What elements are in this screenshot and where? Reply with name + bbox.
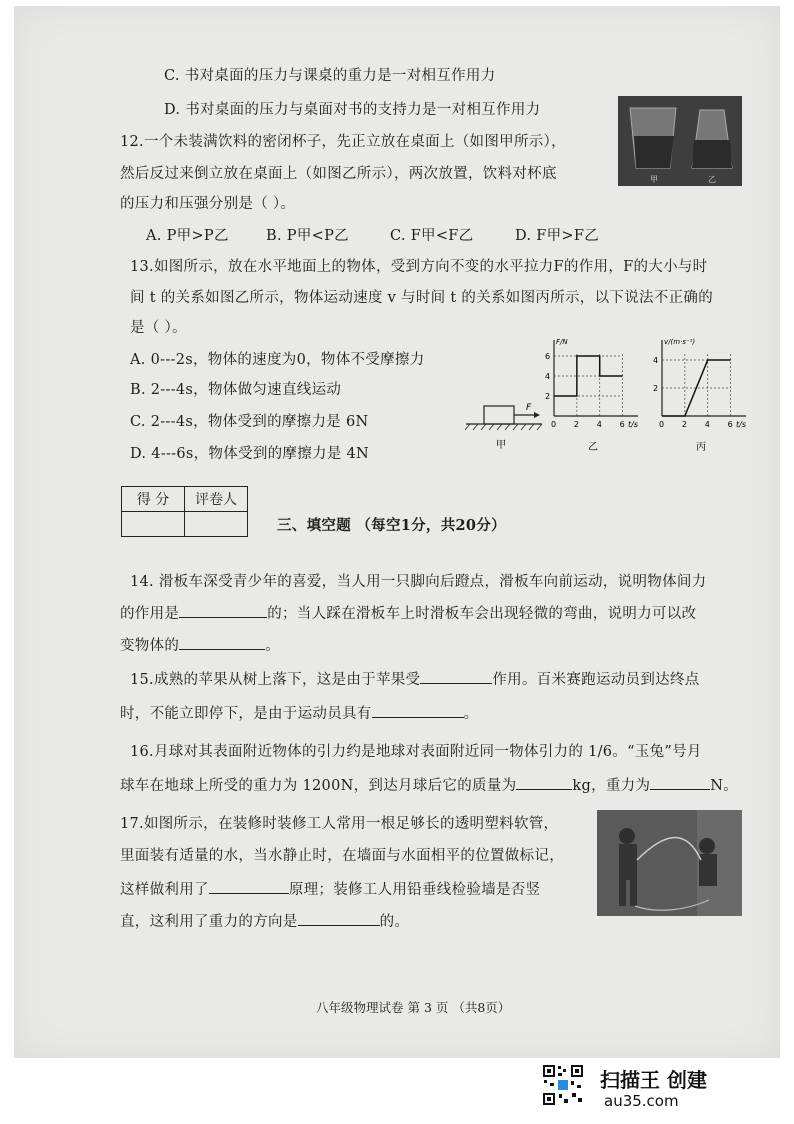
q12-option-b: B. P甲<P乙: [266, 228, 349, 244]
chart-bing-x-tick-label: 0: [659, 420, 665, 429]
q13-chart-bing: [648, 336, 752, 456]
chart-yi-y-tick-label: 6: [545, 352, 551, 361]
q13-force-label: F: [526, 403, 532, 413]
q13-option-d: D. 4---6s，物体受到的摩擦力是 4N: [130, 446, 370, 462]
grader-header: 评卷人: [185, 487, 248, 512]
scanner-brand-name: 扫描王 创建: [600, 1068, 707, 1092]
chart-yi-y-tick-label: 2: [545, 392, 551, 401]
section3-title: 三、填空题 （每空1分，共20分）: [277, 517, 506, 534]
q17-workers-photo: [597, 810, 742, 916]
q17-line3: 这样做利用了 原理；装修工人用铅垂线检验墙是否竖: [120, 878, 540, 899]
q15-line2: 时，不能立即停下，是由于运动员具有 。: [120, 702, 478, 723]
q14-blank-2[interactable]: [179, 635, 265, 650]
q12-option-c: C. F甲<F乙: [390, 228, 474, 244]
q12-fig-label-left: 甲: [650, 175, 658, 184]
chart-yi-x-tick-label: 2: [573, 420, 579, 429]
q13-stem-line1: 13.如图所示，放在水平地面上的物体，受到方向不变的水平拉力F的作用，F的大小与时: [130, 259, 708, 275]
chart-bing-y-tick-label: 4: [653, 356, 659, 365]
q11-option-d: D. 书对桌面的压力与桌面对书的支持力是一对相互作用力: [164, 102, 541, 118]
q14-line3: 变物体的 。: [120, 634, 280, 655]
score-cell[interactable]: [122, 512, 185, 537]
page-footer: 八年级物理试卷 第 3 页 （共8页）: [316, 1000, 511, 1015]
q17-blank-2[interactable]: [298, 911, 380, 926]
q15-line1: 15.成熟的苹果从树上落下，这是由于苹果受 作用。百米赛跑运动员到达终点: [130, 668, 700, 689]
q13-fig-jia-label: 甲: [496, 440, 506, 451]
q16-blank-mass[interactable]: [516, 775, 572, 790]
q13-figure-jia: [462, 380, 544, 454]
q15-blank-1[interactable]: [420, 669, 492, 684]
chart-yi-x-tick-label: 6: [619, 420, 625, 429]
q17-line4: 直，这利用了重力的方向是 的。: [120, 910, 409, 931]
q12-option-a: A. P甲>P乙: [146, 228, 229, 244]
q17-line1: 17.如图所示，在装修时装修工人常用一根足够长的透明塑料软管，: [120, 816, 559, 832]
chart-bing-caption: 丙: [696, 442, 706, 453]
q11-option-c: C. 书对桌面的压力与课桌的重力是一对相互作用力: [164, 68, 496, 84]
q12-option-d: D. F甲>F乙: [515, 228, 599, 244]
q16-line2: 球车在地球上所受的重力为 1200N，到达月球后它的质量为 kg，重力为 N。: [120, 774, 738, 795]
scanner-brand-url: au35.com: [604, 1092, 679, 1110]
q14-line2: 的作用是 的；当人踩在滑板车上时滑板车会出现轻微的弯曲，说明力可以改: [120, 602, 696, 623]
q13-option-c: C. 2---4s，物体受到的摩擦力是 6N: [130, 414, 369, 430]
q13-option-a: A. 0---2s，物体的速度为0，物体不受摩擦力: [130, 352, 425, 368]
chart-bing-series-line: [662, 360, 731, 416]
chart-bing-y-tick-label: 2: [653, 384, 659, 393]
chart-bing-x-axis-label: t/s: [736, 420, 746, 429]
q16-blank-weight[interactable]: [650, 775, 710, 790]
q12-fig-label-right: 乙: [708, 175, 716, 184]
q13-option-b: B. 2---4s，物体做匀速直线运动: [130, 382, 342, 398]
q12-stem-line2: 然后反过来倒立放在桌面上（如图乙所示），两次放置，饮料对杯底: [120, 166, 557, 182]
score-table: [121, 486, 248, 537]
qr-code-icon: [542, 1064, 584, 1106]
q12-stem-line1: 12.一个未装满饮料的密闭杯子，先正立放在桌面上（如图甲所示），: [120, 134, 566, 150]
chart-yi-y-axis-label: F/N: [556, 338, 568, 346]
chart-yi-series-line: [554, 356, 623, 396]
chart-yi-x-tick-label: 4: [596, 420, 602, 429]
chart-bing-x-tick-label: 4: [704, 420, 710, 429]
q17-blank-1[interactable]: [209, 879, 289, 894]
grader-cell[interactable]: [185, 512, 248, 537]
chart-yi-x-tick-label: 0: [551, 420, 557, 429]
chart-yi-y-tick-label: 4: [545, 372, 551, 381]
q13-chart-yi: [540, 336, 644, 456]
chart-bing-x-tick-label: 6: [727, 420, 733, 429]
chart-bing-x-tick-label: 2: [681, 420, 687, 429]
q13-stem-line2: 间 t 的关系如图乙所示，物体运动速度 v 与时间 t 的关系如图丙所示，以下说法不正确的: [130, 290, 713, 306]
q13-stem-line3: 是（ ）。: [130, 320, 187, 336]
chart-yi-x-axis-label: t/s: [628, 420, 638, 429]
q12-stem-line3: 的压力和压强分别是（ ）。: [120, 196, 296, 212]
q17-line2: 里面装有适量的水，当水静止时，在墙面与水面相平的位置做标记，: [120, 848, 564, 864]
q14-blank-1[interactable]: [179, 603, 267, 618]
q12-cups-figure: [618, 96, 742, 186]
q15-blank-2[interactable]: [372, 703, 464, 718]
chart-bing-y-axis-label: v/(m·s⁻¹): [664, 338, 696, 346]
q14-line1: 14. 滑板车深受青少年的喜爱，当人用一只脚向后蹬点，滑板车向前运动，说明物体间力: [130, 574, 707, 590]
q16-line1: 16.月球对其表面附近物体的引力约是地球对表面附近同一物体引力的 1/6。“玉兔”号月: [130, 744, 702, 760]
score-header: 得 分: [122, 487, 185, 512]
chart-yi-caption: 乙: [588, 442, 598, 453]
